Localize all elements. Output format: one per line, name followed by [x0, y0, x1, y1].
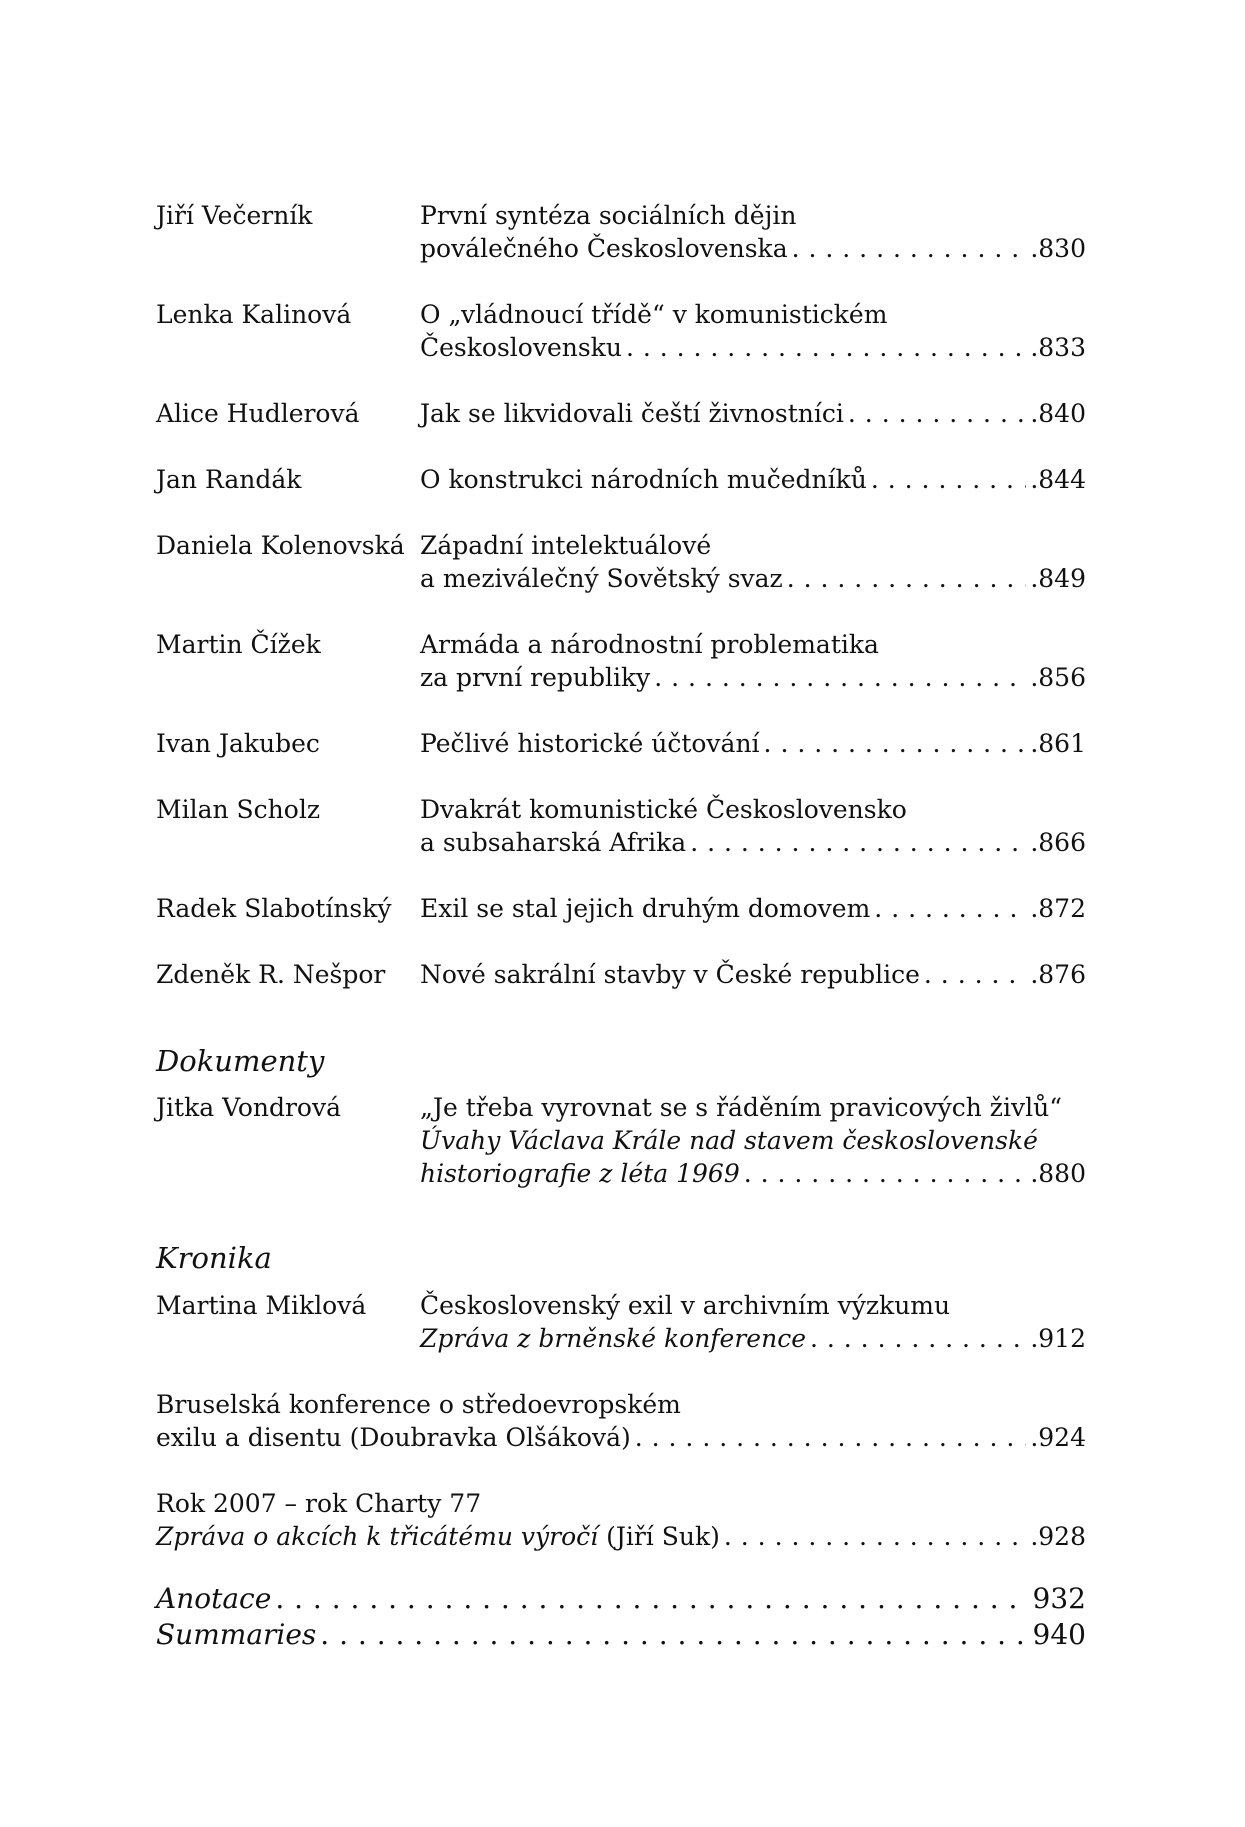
leader-dots	[787, 562, 1027, 595]
leader-dots	[275, 1582, 1028, 1615]
title-line: Československu	[420, 333, 622, 362]
page-number: .856	[1030, 663, 1086, 692]
page-number: 940	[1032, 1618, 1086, 1651]
entry-author: Martina Miklová	[156, 1291, 367, 1320]
entry-title	[156, 1388, 1086, 1454]
entry-author: Zdeněk R. Nešpor	[156, 960, 386, 989]
title-line: O konstrukci národních mučedníků	[420, 465, 867, 494]
leader-dots	[635, 1421, 1027, 1454]
page-number: .876	[1030, 960, 1086, 989]
title-line: Exil se stal jejich druhým domovem	[420, 894, 871, 923]
page-number: .912	[1030, 1324, 1086, 1353]
title-line	[156, 1520, 720, 1553]
leader-dots	[764, 727, 1027, 760]
title-line: Československý exil v archivním výzkumu	[420, 1291, 951, 1320]
page-number: .844	[1030, 465, 1086, 494]
leader-dots	[792, 232, 1027, 265]
entry-title	[420, 199, 1086, 265]
leader-dots	[654, 661, 1026, 694]
title-line: Nové sakrální stavby v České republice	[420, 960, 920, 989]
entry-author: Alice Hudlerová	[156, 399, 360, 428]
page-number: .928	[1030, 1522, 1086, 1551]
title-line: Zpráva z brněnské konference	[420, 1324, 806, 1353]
title-line: Dvakrát komunistické Československo	[420, 795, 907, 824]
entry-title	[156, 1582, 1086, 1615]
page-number: 932	[1032, 1582, 1086, 1615]
page-number: .872	[1030, 894, 1086, 923]
leader-dots	[871, 463, 1026, 496]
page-number: .849	[1030, 564, 1086, 593]
entry-author: Jitka Vondrová	[156, 1093, 342, 1122]
title-line: Anotace	[156, 1582, 272, 1615]
leader-dots	[320, 1618, 1028, 1651]
entry-title	[420, 529, 1086, 595]
title-line: Západní intelektuálové	[420, 531, 712, 560]
page-number: .861	[1030, 729, 1086, 758]
entry-author: Lenka Kalinová	[156, 300, 352, 329]
title-line: Armáda a národnostní problematika	[420, 630, 879, 659]
entry-title	[420, 727, 1086, 760]
page-number: .830	[1030, 234, 1086, 263]
title-line: O „vládnoucí třídě“ v komunistickém	[420, 300, 888, 329]
title-line: „Je třeba vyrovnat se s řáděním pravicových živlů“	[420, 1093, 1062, 1122]
entry-title	[156, 1618, 1086, 1651]
entry-author: Ivan Jakubec	[156, 729, 320, 758]
entry-title	[420, 892, 1086, 925]
entry-author: Jiří Večerník	[156, 201, 313, 230]
leader-dots	[690, 826, 1026, 859]
entry-author: Martin Čížek	[156, 630, 321, 659]
title-line: První syntéza sociálních dějin	[420, 201, 797, 230]
entry-author: Milan Scholz	[156, 795, 320, 824]
title-line: Jak se likvidovali čeští živnostníci	[420, 399, 844, 428]
title-line: Rok 2007 – rok Charty 77	[156, 1489, 482, 1518]
title-line: Pečlivé historické účtování	[420, 729, 760, 758]
entry-author: Radek Slabotínský	[156, 894, 392, 923]
leader-dots	[924, 958, 1026, 991]
entry-title	[420, 463, 1086, 496]
title-plain-part: (Jiří Suk)	[598, 1522, 720, 1551]
title-line: a meziválečný Sovětský svaz	[420, 564, 783, 593]
page-number: .866	[1030, 828, 1086, 857]
title-line: poválečného Československa	[420, 234, 788, 263]
entry-author: Jan Randák	[156, 465, 302, 494]
entry-author: Daniela Kolenovská	[156, 531, 405, 560]
leader-dots	[874, 892, 1026, 925]
entry-title	[420, 793, 1086, 859]
page-number: .833	[1030, 333, 1086, 362]
title-line: a subsaharská Afrika	[420, 828, 687, 857]
entry-title	[156, 1487, 1086, 1553]
page-number: .840	[1030, 399, 1086, 428]
leader-dots	[724, 1520, 1026, 1553]
leader-dots	[744, 1157, 1027, 1190]
title-line: Bruselská konference o středoevropském	[156, 1390, 681, 1419]
leader-dots	[848, 397, 1026, 430]
entry-title	[420, 397, 1086, 430]
title-line: historiografie z léta 1969	[420, 1159, 740, 1188]
title-line: exilu a disentu (Doubravka Olšáková)	[156, 1423, 631, 1452]
title-line: Summaries	[156, 1618, 317, 1651]
title-line: Úvahy Václava Krále nad stavem československé	[420, 1126, 1038, 1155]
page-number: .880	[1030, 1159, 1086, 1188]
entry-title	[420, 628, 1086, 694]
entry-title	[420, 298, 1086, 364]
entry-title	[420, 1091, 1086, 1190]
title-line: za první republiky	[420, 663, 651, 692]
page-number: .924	[1030, 1423, 1086, 1452]
leader-dots	[626, 331, 1026, 364]
entry-title	[420, 958, 1086, 991]
section-heading-dokumenty: Dokumenty	[156, 1044, 325, 1078]
title-italic-part: Zpráva o akcích k třicátému výročí	[156, 1522, 599, 1551]
entry-title	[420, 1289, 1086, 1355]
leader-dots	[810, 1322, 1026, 1355]
section-heading-kronika: Kronika	[156, 1241, 272, 1275]
